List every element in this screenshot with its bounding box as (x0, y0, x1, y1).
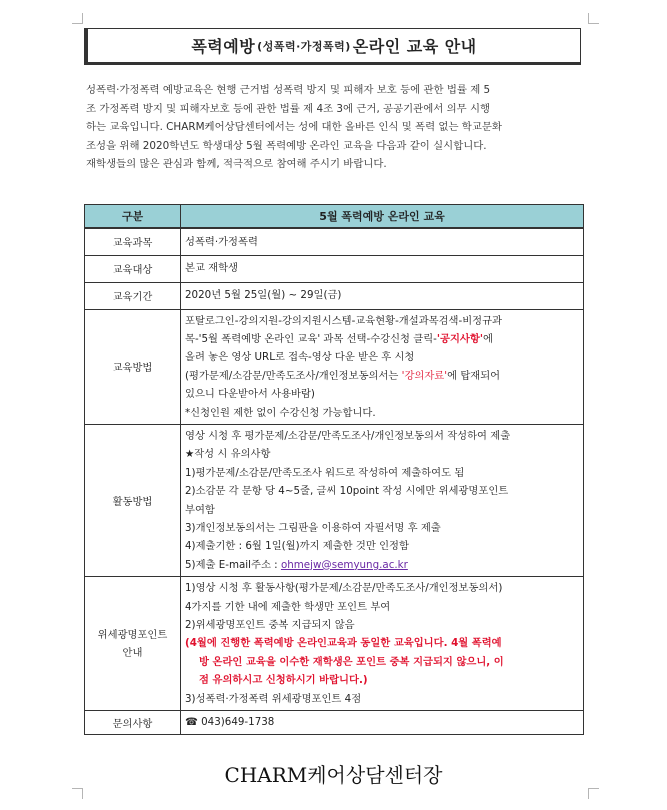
row-activity (85, 424, 584, 576)
points-label (85, 577, 181, 711)
education-info-table (84, 204, 584, 735)
activity-line: 영상 시청 후 평가문제/소감문/만족도조사/개인정보동의서 작성하여 제출 (185, 429, 511, 442)
intro-line: 성폭력·가정폭력 예방교육은 현행 근거법 성폭력 방지 및 피해자 보호 등에 관한 법률 제 5 (86, 84, 491, 96)
header-category: 구분 (85, 205, 181, 229)
activity-label: 활동방법 (85, 424, 181, 576)
course-label: 교육과목 (85, 228, 181, 255)
method-line (185, 367, 579, 385)
activity-line: ★작성 시 유의사항 (185, 448, 271, 461)
method-text: (평가문제/소감문/만족도조사/개인정보동의서는 (185, 369, 402, 382)
points-warning-line: 방 온라인 교육을 이수한 재학생은 포인트 중복 지급되지 않으니, 이 (199, 655, 504, 668)
period-value: 2020년 5월 25일(월) ~ 29일(금) (181, 282, 584, 309)
activity-line: 4)제출기한 : 6월 1일(월)까지 제출한 것만 인정함 (185, 540, 409, 553)
target-value: 본교 재학생 (181, 255, 584, 282)
row-contact (85, 711, 584, 735)
method-line: 있으니 다운받아서 사용바람) (185, 388, 315, 401)
document-title (84, 28, 581, 65)
contact-value (181, 711, 584, 735)
intro-line: 재학생들의 많은 관심과 함께, 적극적으로 참여해 주시기 바랍니다. (86, 158, 387, 171)
row-points (85, 577, 584, 711)
phone-icon: ☎ (185, 716, 198, 729)
row-course (85, 228, 584, 255)
points-label-line: 안내 (122, 646, 143, 659)
method-text: 에 (482, 332, 493, 345)
course-value: 성폭력·가정폭력 (181, 228, 584, 255)
target-label: 교육대상 (85, 255, 181, 282)
intro-line: 조 가정폭력 방지 및 피해자보호 등에 관한 법률 제 4조 3에 근거, 공공기관에서 의무 시행 (86, 102, 491, 115)
row-target (85, 255, 584, 282)
contact-phone: 043)649-1738 (201, 716, 275, 729)
crop-mark-bottom-left (72, 788, 83, 799)
points-line: 3)성폭력·가정폭력 위세광명포인트 4점 (185, 692, 362, 705)
title-sub: (성폭력·가정폭력) (257, 39, 351, 53)
activity-line (185, 556, 579, 574)
title-tail: 온라인 교육 안내 (352, 37, 477, 56)
method-line: 포탈로그인-강의지원-강의지원시스템-교육현황-개설과목검색-비정규과 (185, 314, 502, 327)
points-line: 2)위세광명포인트 중복 지급되지 않음 (185, 619, 355, 631)
points-line: 4가지를 기한 내에 제출한 학생만 포인트 부여 (185, 600, 391, 613)
points-warning-line: 점 유의하시고 신청하시기 바랍니다.) (199, 674, 368, 687)
crop-mark-bottom-right (588, 788, 599, 799)
crop-mark-top-right (588, 13, 599, 24)
lecture-material-highlight: '강의자료' (401, 369, 448, 382)
points-warning-line: (4월에 진행한 폭력예방 온라인교육과 동일한 교육입니다. 4월 폭력예 (185, 637, 502, 650)
points-value (181, 577, 584, 711)
activity-line: 1)평가문제/소감문/만족도조사 워드로 작성하여 제출하여도 됨 (185, 466, 465, 479)
points-line: 1)영상 시청 후 활동사항(평가문제/소감문/만족도조사/개인정보동의서) (185, 582, 503, 595)
intro-line: 하는 교육입니다. CHARM케어상담센터에서는 성에 대한 올바른 인식 및 폭력 없는 학교문화 (86, 121, 502, 134)
method-label: 교육방법 (85, 309, 181, 424)
method-line: *신청인원 제한 없이 수강신청 가능합니다. (185, 406, 376, 419)
email-label: 5)제출 E-mail주소 : (185, 558, 281, 571)
header-title: 5월 폭력예방 온라인 교육 (181, 205, 584, 229)
activity-line: 2)소감문 각 문항 당 4~5줄, 글씨 10point 작성 시에만 위세광명포인트 (185, 485, 509, 498)
email-link[interactable]: ohmejw@semyung.ac.kr (280, 558, 408, 571)
method-text: 목-'5월 폭력예방 온라인 교육' 과목 선택-수강신청 클릭- (185, 332, 437, 345)
row-period (85, 282, 584, 309)
intro-paragraph (86, 81, 586, 174)
intro-line: 조성을 위해 2020학년도 학생대상 5월 폭력예방 온라인 교육을 다음과 같이 실시합니다. (86, 139, 487, 152)
period-label: 교육기간 (85, 282, 181, 309)
activity-line: 부여함 (185, 503, 215, 516)
activity-value (181, 424, 584, 576)
issuer-signature: CHARM케어상담센터장 (224, 763, 443, 787)
points-label-line: 위세광명포인트 (97, 628, 168, 641)
activity-line: 3)개인정보동의서는 그림판을 이용하여 자필서명 후 제출 (185, 521, 441, 534)
method-text: 에 탑재되어 (447, 369, 501, 382)
title-main: 폭력예방 (191, 37, 256, 56)
contact-label: 문의사항 (85, 711, 181, 735)
crop-mark-top-left (72, 13, 83, 24)
method-line: 올려 놓은 영상 URL로 접속-영상 다운 받은 후 시청 (185, 351, 415, 364)
table-header-row (85, 205, 584, 229)
method-line (185, 330, 579, 348)
method-value (181, 309, 584, 424)
row-method (85, 309, 584, 424)
notice-board-highlight: '공지사항' (436, 332, 483, 345)
